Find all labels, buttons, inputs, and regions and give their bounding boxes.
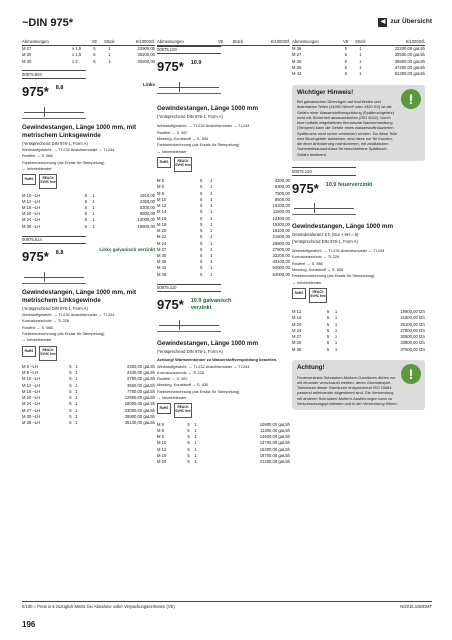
reference-line[interactable]: Messing, Kunststoff → S. 830 <box>292 267 344 272</box>
table-row: M 24 5 1 27800,00 tZn <box>292 327 425 333</box>
table-row: M 6 –LH 5 1 2300,00 gaL5h <box>22 363 155 369</box>
col-header: VE <box>214 38 226 45</box>
table-row: M 8 –LH 5 1 2430,00 gaL5h <box>22 370 155 376</box>
table-row: M 30 x 1,5 5 1 30200,00 <box>22 52 155 58</box>
table-row: M 27 –LH 5 1 23000,00 gaL5h <box>22 407 155 413</box>
arrow-icon: ◀ <box>378 18 387 27</box>
table-row: M 30 5 1 33900,00 tZn <box>292 340 425 346</box>
table-row: M 12 5 1 10200,00 <box>157 203 290 209</box>
table-row: M 42 5 1 61300,00 gaL5h <box>292 70 425 76</box>
page-title: ~DIN 975* <box>22 17 74 29</box>
warning-note: Achtung! Wärmeeinbinder zu Wasserstoffversprödung beachten. <box>157 357 278 363</box>
norm-note: Gewindetoleranz 6 h (Gut + 6H = 6) <box>292 232 359 238</box>
warning-box <box>292 360 425 410</box>
table-p1 <box>22 192 155 229</box>
page-footer <box>22 601 432 609</box>
table-row: M 12 –LH 5 1 3550,00 gaL5h <box>22 382 155 388</box>
column-2 <box>157 38 290 465</box>
table-row: M 18 5 1 15300,00 <box>157 221 290 227</box>
norm-note: (*entsprechend DIN 976-1, Form A) <box>157 348 223 354</box>
col-header: €/1000Stf. <box>370 38 425 45</box>
table-row: M 30 x 2 5 1 30200,00 <box>22 58 155 64</box>
table-row: M 14 5 1 11500,00 <box>157 209 290 215</box>
product-title: Gewindestangen, Länge 1000 mm <box>157 340 259 348</box>
table-p4 <box>157 421 290 465</box>
strength-grade: 10.9 galvanisch verzinkt <box>190 298 232 312</box>
overview-label: zur Übersicht <box>390 18 432 26</box>
column-1 <box>22 38 155 426</box>
table-row: M 20 5 1 26100,00 tZn <box>292 321 425 327</box>
strength-grade: 8.8 <box>55 84 64 91</box>
article-code: 00975.120 <box>292 167 356 176</box>
table-p5 <box>292 309 425 353</box>
reference-line: Farbkennzeichnung (als Ersatz für Stempelung) <box>157 142 240 148</box>
reference-line[interactable]: Werkstoffgewicht. → TI-232 Ansichtsmuster → TI-244 <box>22 312 115 318</box>
reach-logo: REACh SVHC free <box>174 403 192 418</box>
overview-link[interactable] <box>378 18 432 27</box>
page-header <box>22 14 432 32</box>
rod-drawing <box>157 78 221 94</box>
note-title: Wichtiger Hinweis! <box>297 88 354 96</box>
info-link[interactable]: → Infoeinblender <box>22 165 52 171</box>
reach-logo: REACh SVHC free <box>174 157 192 172</box>
note-text: Feuerverzinkte Schrauben-Muttern-Garnituren dürfen nur mit einander verschraubt werden, deren Gewindespiel - Toleranzen dieser Garnituren entsprechend ISO 10684 passend aufeinander abgestimmt sind. Die Verwendung mit anderen Schrauben-Muttern-Ausführungen kann zu Verschraubungsproblemen und in der Verwendung führen. <box>297 374 398 406</box>
note-title: Achtung! <box>297 364 325 372</box>
col-header: Abmessungen <box>157 38 214 45</box>
table-row: M 8 5 1 14600,00 gaL5h <box>157 434 290 440</box>
table-row: M 36 5 1 43100,00 <box>157 259 290 265</box>
reference-line: Farbkennzeichnung (als Ersatz für Stempelung) <box>292 273 375 279</box>
product-title: Gewindestangen, Länge 1000 mm, mit metrischem Linksgewinde <box>22 123 137 139</box>
info-link[interactable]: → Infoeinblender <box>157 395 187 400</box>
thread-direction: Links <box>143 81 155 87</box>
table-row: M 24 –LH 5 1 13000,00 <box>22 217 155 223</box>
strength-grade: 8.8 <box>55 250 64 257</box>
reference-line[interactable]: Messing, Kunststoff → S. 830 <box>157 136 209 142</box>
table-row: M 48 5 1 64000,00 <box>157 271 290 277</box>
rod-drawing <box>22 103 86 119</box>
page-number: 196 <box>22 620 36 629</box>
table-row: M 5 5 1 10900,00 gaL5h <box>157 421 290 427</box>
table-row: M 5 5 1 4200,00 <box>157 178 290 184</box>
product-title: Gewindestangen, Länge 1000 mm, mit metrischem Linksgewinde <box>22 289 137 304</box>
note-text: Bei galvanischen Überzügen auf hochfesten und federharten Teilen (≥1000 N/mm² oder ≥320 HV) ist die Gefahr einer Wasserstoffversprödung (Spätbruchgefahr) nicht mit Sicherheit auszuschließen (ISO 4042). Durch eine notfalls mitgeliefertes thermische Nachbehandlung (Tempern) kann die Gefahr eines wasserstoffinduzierten Spätbruchs nicht sicher vermieden werden. Da diese Teile eine Bruchgefahr aufweisen, sind diese nur für Kunden, die einer Anforderung nachkommen, mit zusätzlichen Sicherheitsausschlüsse für beschriebene Spätbruch-Gefahr bestimmt. <box>297 98 398 157</box>
strength-grade: 10.9 feuerverzinkt <box>325 181 373 188</box>
table-row: M 36 5 1 22200,00 gaL5h <box>292 46 425 52</box>
article-code: 00975.110 <box>157 284 221 293</box>
article-code: 00975.100 <box>157 46 221 55</box>
exclamation-icon: ! <box>401 364 421 384</box>
table-row: M 10 –LH 5 1 2750,00 gaL5h <box>22 376 155 382</box>
reference-line: Farbkennzeichnung (als Ersatz für Stempelung) <box>22 159 105 165</box>
info-link[interactable]: → Infoeinblender <box>22 337 52 343</box>
reference-line[interactable]: Rostfrei → S. 988 <box>292 260 323 266</box>
norm-note: (*entsprechend DIN 976-1, Form A) <box>157 114 223 120</box>
table-top-3 <box>292 38 425 77</box>
reference-line[interactable]: Rostfrei → S. 988 <box>22 153 53 159</box>
col-header: €/1000Stf. <box>119 38 155 45</box>
col-header: Abmessungen <box>292 38 341 45</box>
table-row: M 42 5 1 54000,00 <box>157 265 290 271</box>
article-code: 00975.804 <box>22 70 86 79</box>
column-3 <box>292 38 425 410</box>
reference-line[interactable]: Korrosionsschutz → TI-228 <box>292 254 340 260</box>
product-title: Gewindestangen, Länge 1000 mm <box>157 105 259 113</box>
table-row: M 36 –LH 5 1 36100,00 gaL5h <box>22 420 155 426</box>
table-row: M 27 5 1 30500,00 gaL5h <box>292 52 425 58</box>
strength-grade: 10.9 <box>190 60 202 67</box>
table-row: M 24 5 1 25800,00 <box>157 240 290 246</box>
col-header: Stück <box>100 38 120 45</box>
price-note: €/100 = Preis in € zuzüglich MwSt. bei Abnahme voller Verpackungseinheiten (VE) <box>22 604 175 609</box>
table-row: M 30 –LH 5 1 19800,00 <box>22 223 155 229</box>
table-row: M 12 5 1 19900,00 tZn <box>292 309 425 315</box>
table-row: M 20 –LH 5 1 8800,00 <box>22 211 155 217</box>
rohs-logo: RoHS <box>22 346 36 357</box>
col-header: Stück <box>351 38 370 45</box>
table-row: M 20 –LH 5 1 12900,00 gaL5h <box>22 395 155 401</box>
rod-drawing <box>292 199 356 215</box>
table-row: M 30 5 1 36500,00 gaL5h <box>292 58 425 64</box>
table-row: M 12 –LH 5 1 2350,00 <box>22 198 155 204</box>
rohs-logo: RoHS <box>22 174 36 185</box>
table-row: M 22 5 1 21500,00 <box>157 234 290 240</box>
col-header: VE <box>89 38 99 45</box>
table-row: M 27 x 1,5 5 1 22900,00 <box>22 46 155 52</box>
table-row: M 20 5 1 18100,00 <box>157 228 290 234</box>
table-row: M 16 –LH 5 1 7700,00 gaL5h <box>22 388 155 394</box>
reference-line[interactable]: Rostfrei → S. 987 <box>157 129 188 135</box>
reference-line[interactable]: Werkstoffgewicht. → TI-232 Ansichtsmuster → TI-244 <box>22 147 115 153</box>
important-note <box>292 85 425 161</box>
reference-line[interactable]: Korrosionsschutz → TI-228 <box>22 318 70 324</box>
product-badge: 975* <box>22 249 49 265</box>
table-p3 <box>157 178 290 278</box>
info-link[interactable]: → Infoeinblender <box>157 148 187 154</box>
table-row: M 16 5 1 21600,00 tZn <box>292 315 425 321</box>
table-row: M 36 5 1 37600,00 tZn <box>292 346 425 352</box>
table-row: M 16 5 1 16700,00 gaL5h <box>157 452 290 458</box>
reference-line[interactable]: Werkstoffgewicht. → TI-232 Ansichtsmuster → TI-244 <box>157 123 250 129</box>
col-header: VE <box>341 38 351 45</box>
rod-drawing <box>157 316 221 332</box>
finish-label: Links galvanisch verzinkt <box>99 247 155 253</box>
table-row: M 36 5 1 47400,00 gaL5h <box>292 64 425 70</box>
table-row: M 12 5 1 15200,00 gaL5h <box>157 446 290 452</box>
norm-note: (*entsprechend DIN 976-1, Form A) <box>22 305 88 311</box>
doc-reference: N/2015.108/DMT <box>400 604 432 609</box>
norm-note: (*entsprechend DIN 976-1, Form A) <box>22 140 88 146</box>
product-badge: 975* <box>157 297 184 313</box>
col-header: €/1000Stf. <box>249 38 290 45</box>
table-row: M 20 5 1 21200,00 gaL5h <box>157 459 290 465</box>
reference-line: Farbkennzeichnung (als Ersatz für Stempelung) <box>157 388 240 394</box>
reach-logo: REACh SVHC free <box>39 174 57 189</box>
table-row: M 10 5 1 8500,00 <box>157 196 290 202</box>
reference-line[interactable]: Korrosionsschutz → TI-228 <box>157 369 205 375</box>
table-row: M 27 5 1 27900,00 <box>157 246 290 252</box>
table-row: M 16 5 1 12400,00 <box>157 215 290 221</box>
table-row: M 16 –LH 5 1 5300,00 <box>22 204 155 210</box>
table-top-1 <box>22 38 155 64</box>
table-row: M 8 5 1 7900,00 <box>157 190 290 196</box>
rohs-logo: RoHS <box>157 157 171 168</box>
exclamation-icon: ! <box>401 89 421 109</box>
reach-logo: REACh SVHC free <box>309 288 327 303</box>
product-badge: 975* <box>292 180 319 196</box>
product-title: Gewindestangen, Länge 1000 mm <box>292 223 394 231</box>
table-row: M 30 5 1 32200,00 <box>157 253 290 259</box>
info-link[interactable]: → Infoeinblender <box>292 279 322 285</box>
product-badge: 975* <box>157 59 184 75</box>
reference-line[interactable]: Messing, Kunststoff → S. 830 <box>157 382 209 388</box>
table-header-2 <box>157 38 290 46</box>
reference-line[interactable]: Rostfrei → S. 987 <box>157 376 188 382</box>
reference-line[interactable]: Werkstoffgewicht. → TI-232 Ansichtsmuster → TI-244 <box>157 363 250 369</box>
table-p2 <box>22 364 155 426</box>
reference-line: Farbkennzeichnung (als Ersatz für Stempelung) <box>22 331 105 337</box>
table-row: M 10 5 1 14700,00 gaL5h <box>157 440 290 446</box>
rohs-logo: RoHS <box>157 403 171 414</box>
table-row: M 10 –LH 5 1 1810,00 <box>22 192 155 198</box>
product-badge: 975* <box>22 83 49 99</box>
rohs-logo: RoHS <box>292 288 306 299</box>
rod-drawing <box>22 268 86 284</box>
col-header: Abmessungen <box>22 38 72 45</box>
table-row: M 6 5 1 6300,00 <box>157 184 290 190</box>
table-row: M 6 5 1 11300,00 gaL5h <box>157 427 290 433</box>
table-row: M 24 –LH 5 1 18000,00 gaL5h <box>22 401 155 407</box>
article-code: 00975.814 <box>22 236 86 245</box>
col-header: Stück <box>226 38 249 45</box>
reference-line[interactable]: Rostfrei → S. 988 <box>22 324 53 330</box>
table-row: M 27 5 1 30500,00 tZn <box>292 334 425 340</box>
reference-line[interactable]: Werkstoffgewicht. → TI-232 Ansichtsmuster → TI-244 <box>292 248 385 254</box>
table-row: M 30 –LH 5 1 28900,00 gaL5h <box>22 413 155 419</box>
norm-note: (*entsprechend DIN 976-1, Form A) <box>292 238 358 244</box>
reach-logo: REACh SVHC free <box>39 346 57 361</box>
